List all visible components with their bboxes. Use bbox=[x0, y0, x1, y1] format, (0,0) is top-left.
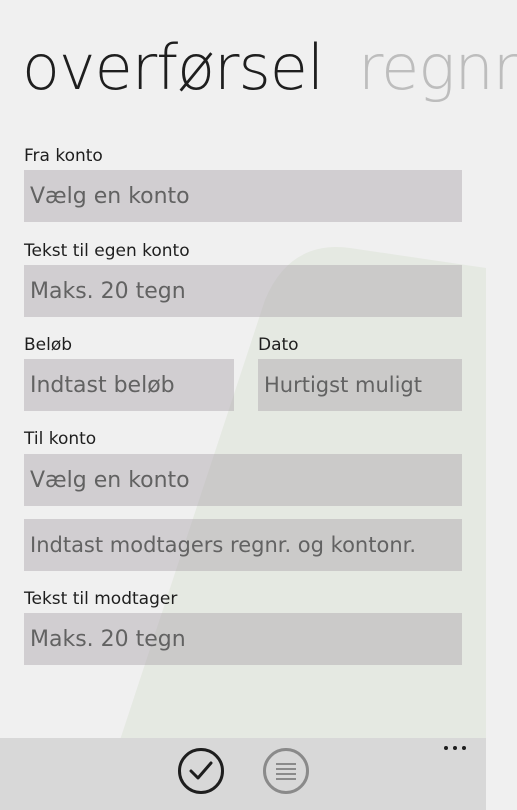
receiver-account-input[interactable]: Indtast modtagers regnr. og kontonr. bbox=[24, 519, 462, 571]
pivot-next-tab[interactable]: regnr bbox=[358, 31, 517, 104]
to-account-select[interactable]: Vælg en konto bbox=[24, 454, 462, 506]
amount-input[interactable]: Indtast beløb bbox=[24, 359, 234, 411]
own-text-input[interactable]: Maks. 20 tegn bbox=[24, 265, 462, 317]
pivot-header bbox=[0, 28, 517, 108]
to-account-label: Til konto bbox=[24, 429, 97, 449]
list-icon bbox=[274, 761, 298, 781]
app-bar bbox=[0, 738, 486, 810]
date-picker[interactable]: Hurtigst muligt bbox=[258, 359, 462, 411]
list-button[interactable] bbox=[263, 748, 309, 794]
own-text-label: Tekst til egen konto bbox=[24, 241, 190, 261]
check-icon bbox=[188, 760, 214, 782]
receiver-text-input[interactable]: Maks. 20 tegn bbox=[24, 613, 462, 665]
from-account-select[interactable]: Vælg en konto bbox=[24, 170, 462, 222]
date-label: Dato bbox=[258, 335, 299, 355]
accept-button[interactable] bbox=[178, 748, 224, 794]
from-account-label: Fra konto bbox=[24, 146, 103, 166]
page-title: overførsel bbox=[22, 31, 324, 104]
ellipsis-icon[interactable] bbox=[444, 746, 466, 750]
receiver-text-label: Tekst til modtager bbox=[24, 589, 178, 609]
amount-label: Beløb bbox=[24, 335, 73, 355]
